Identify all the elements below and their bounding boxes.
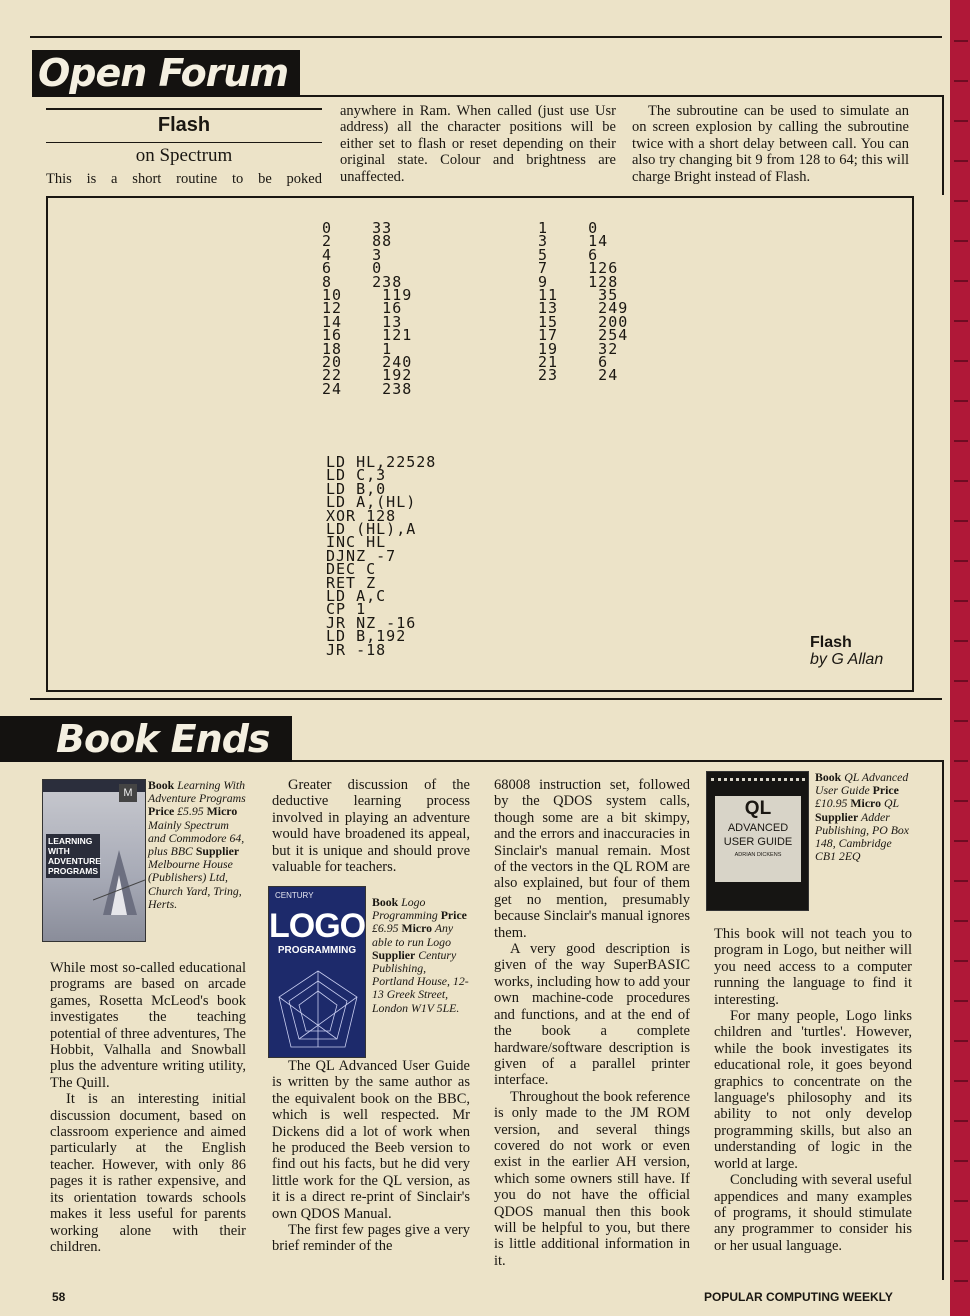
open-forum-rule (300, 95, 942, 97)
book-cover-adventure-programs (42, 779, 146, 942)
article-col3-text: The subroutine can be used to simulate an on screen explosion by calling the subroutine twice with a short delay between call. You can also try changing bit 9 from 128 to 64; this will charge Bright instead of Flash. (632, 103, 909, 185)
article-title: Flash (157, 114, 211, 136)
review-col3: 68008 instruction set, followed by the QDOS system calls, though some are a bit skimpy, and the errors and inaccuracies in Sinclair's manual remain. Most of the vectors in the QL ROM are also explained, but four of them get no mention, presumably because Sinclair's manual ignores them. A very good description is given of the way SuperBASIC works, including how to add your own machine-code procedures and functions, and at the end of the book a complete hardware/software description is given of a parallel printer interface. Throughout the book reference is only made to the JM ROM version, and several things covered do not work or even exist in the earlier AH version, which some owners still have. If you do not have the official QDOS manual then this book will be helpful to you, but there is little additional information in it. (494, 777, 690, 1269)
top-rule (30, 36, 942, 38)
review-col4: This book will not teach you to program in Logo, but neither will you need access to a computer running the language to find it interesting. For many people, Logo links children and 'turtles'. However, while the book investigates its educational role, it goes beyond graphics to concentrate on the language's philosophy and its ability to not only develop programming skills, but also an understanding of logic in the world at large. Concluding with several useful appendices and many examples of programs, it should stimulate any programmer to consider his or her usual language. (714, 926, 912, 1254)
article-subtitle: on Spectrum (135, 145, 233, 166)
listing-box (46, 196, 914, 692)
page-number: 58 (52, 1290, 66, 1304)
title-rule-bottom (46, 142, 322, 143)
review-col2-top: Greater discussion of the deductive learning process involved in playing an adventure would have broadened its appeal, but it is unique and should prove valuable for teachers. (272, 777, 470, 876)
book1-cover-title: LEARNING WITH ADVENTURE PROGRAMS (48, 836, 101, 876)
book2-caption: Book Logo Programming Price £6.95 Micro Any able to run Logo Supplier Century Publishing, Portland House, 12-13 Greek Street, London W1V 5LE. (372, 895, 469, 1015)
open-forum-side-rule (942, 95, 944, 195)
book-ends-rule (292, 760, 942, 762)
book2-cover-title: LOGO (269, 907, 366, 945)
cover-illustration (93, 840, 145, 920)
article-col1-text: This is a short routine to be poked (46, 171, 322, 187)
page-edge-strip (950, 0, 970, 1316)
review-col2-bottom: The QL Advanced User Guide is written by the same author as the equivalent book on the BBC, which is well respected. Mr Dickens did a lot of work when he produced the Beeb version to find out his facts, but he did very little work for the QL version, as it is a direct re-print of Sinclair's own QDOS Manual. The first few pages give a very brief reminder of the (272, 1058, 470, 1255)
book3-cover-title: QL (744, 798, 772, 819)
book1-caption: Book Learning With Adventure Programs Price £5.95 Micro Mainly Spectrum and Commodore 64, plus BBC Supplier Melbourne House (Publishers) Ltd, Church Yard, Tring, Herts. (148, 778, 246, 911)
review-col1: While most so-called educational programs are based on arcade games, Rosetta McLeod's book investigates the teaching potential of three adventures, The Hobbit, Valhalla and Snowball plus the adventure writing utility, The Quill. It is an interesting initial discussion document, based on classroom experience and aimed particularly at the English teacher. However, with only 86 pages it is rather expensive, and its orientation towards schools makes it less useful for parents working alone with their children. (50, 960, 246, 1255)
open-forum-heading: Open Forum (32, 50, 300, 97)
listing-credit-author: by G Allan (810, 651, 884, 668)
cover-turtle-graphic (275, 967, 361, 1053)
article-col2-text: anywhere in Ram. When called (just use Usr address) all the character positions will be either set to flash or reset depending on their original state. Colour and brightness are unaffected. (340, 103, 616, 185)
magazine-name: POPULAR COMPUTING WEEKLY (704, 1290, 893, 1304)
book-cover-ql-advanced: QL ADVANCED USER GUIDE ADRIAN DICKENS (706, 771, 809, 911)
listing-data-left: 0 33 2 88 4 3 6 0 8 238 10 119 12 16 14 13 16 121 18 1 20 240 22 192 24 238 (322, 219, 413, 398)
book-cover-logo-programming: CENTURY LOGO PROGRAMMING (268, 886, 366, 1058)
listing-credit-title: Flash (810, 634, 852, 651)
book-ends-side-rule (942, 760, 944, 1280)
listing-data-right: 1 0 3 14 5 6 7 126 9 128 11 35 13 249 15 200 17 254 19 32 21 6 23 24 (538, 219, 629, 385)
book3-caption: Book QL Advanced User Guide Price £10.95 Micro QL Supplier Adder Publishing, PO Box 148, Cambridge CB1 2EQ (815, 770, 910, 864)
listing-assembly: LD HL,22528 LD C,3 LD B,0 LD A,(HL) XOR 128 LD (HL),A INC HL DJNZ -7 DEC C RET Z LD A,C CP 1 JR NZ -16 LD B,192 JR -18 (326, 453, 437, 659)
book-ends-heading: Book Ends (0, 716, 292, 762)
section-divider (30, 698, 942, 700)
publisher-badge: M (119, 784, 137, 802)
title-rule-top (46, 108, 322, 110)
